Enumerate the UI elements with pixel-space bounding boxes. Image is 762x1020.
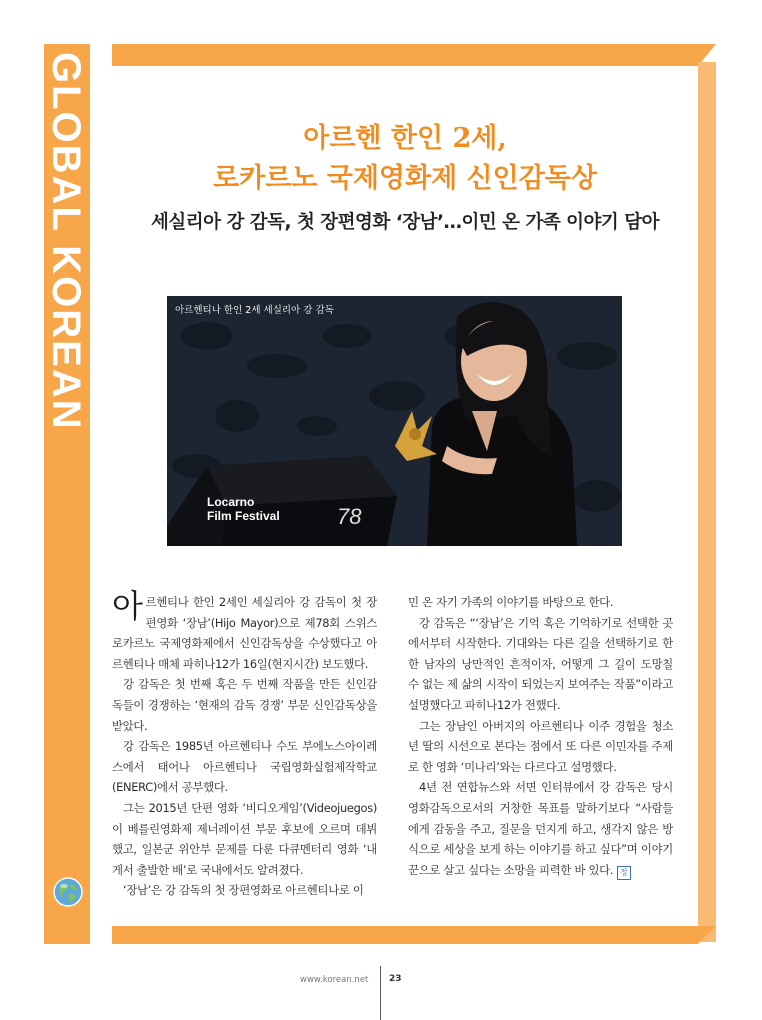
article-column-left: [112, 587, 377, 901]
photo-box-text-1: Locarno: [207, 495, 255, 509]
article-paragraph: 강 감독은 “‘장남’은 기억 혹은 기억하기로 선택한 곳에서부터 시작한다. 기대와는 다른 길을 선택하기로 한 한 남자의 낭만적인 흔적이자, 어떻게 그 길이 도망칠 수 없는 제 삶의 시작이 되었는지 보여주는 작품”이라고 설명했다고 파히나12가 전했다.: [408, 615, 673, 712]
page-number: 23: [389, 974, 402, 984]
article-paragraph: 그는 2015년 단편 영화 ‘비디오게임’(Videojuegos)이 베를린영화제 제너레이션 부문 후보에 오르며 데뷔했고, 일본군 위안부 문제를 다룬 다큐멘터리 영화 ‘내게서 출발한 배’로 국내에서도 알려졌다.: [112, 800, 377, 877]
article-paragraph: [408, 777, 673, 880]
section-label: GLOBAL KOREAN: [44, 52, 88, 431]
photo-caption: 아르헨티나 한인 2세 세실리아 강 감독: [175, 305, 334, 316]
headline-line-1: 아르헨 한인 2세,: [303, 123, 507, 154]
headline-line-2: 로카르노 국제영화제 신인감독상: [213, 163, 597, 194]
globe-icon: [52, 876, 84, 908]
article-paragraph: [112, 587, 377, 674]
frame-corner: [698, 926, 716, 944]
footer-divider: [380, 966, 381, 1020]
paragraph-text: 르헨티나 한인 2세인 세실리아 강 감독이 첫 장편영화 ‘장남’(Hijo Mayor)으로 제78회 스위스 로카르노 국제영화제에서 신인감독상을 수상했다고 아르헨티나 매체 파히나12가 16일(현지시간) 보도했다.: [112, 595, 377, 671]
article-paragraph: 민 온 자기 가족의 이야기를 바탕으로 한다.: [408, 595, 614, 609]
article-paragraph: 강 감독은 1985년 아르헨티나 수도 부에노스아이레스에서 태어나 아르헨티나 국립영화실험제작학교(ENERC)에서 공부했다.: [112, 739, 377, 795]
frame-bottom-bar: [112, 926, 698, 944]
photo-box-text-2: Film Festival: [207, 509, 280, 523]
headline-subtitle: 세실리아 강 감독, 첫 장편영화 ‘장남’…이민 온 가족 이야기 담아: [151, 212, 659, 233]
frame-top-bar: [112, 44, 698, 66]
article-paragraph: 강 감독은 첫 번째 혹은 두 번째 작품을 만든 신인감독들이 경쟁하는 ‘현재의 감독 경쟁’ 부문 신인감독상을 받았다.: [112, 677, 377, 733]
dropcap: 아: [112, 587, 143, 625]
paragraph-text: 4년 전 연합뉴스와 서면 인터뷰에서 강 감독은 당시 영화감독으로서의 거창한 목표를 말하기보다 “사람들에게 감동을 주고, 질문을 던지게 하고, 생각지 않은 방식으로 세상을 보게 하는 이야기를 하고 싶다”며 이야기꾼으로 살고 싶다는 소망을 피력한 바 있다.: [408, 780, 673, 877]
article-paragraph: ‘장남’은 강 감독의 첫 장편영화로 아르헨티나로 이: [123, 883, 364, 898]
photo-box-number: 78: [337, 504, 362, 529]
article-photo: [167, 296, 622, 546]
article-column-right: [408, 592, 673, 880]
frame-right-bar: [698, 62, 716, 942]
footer-url: www.korean.net: [300, 975, 369, 985]
article-paragraph: 그는 장남인 아버지의 아르헨티나 이주 경험을 청소년 딸의 시선으로 본다는 점에서 또 다른 이민자를 주제로 한 영화 ‘미나리’와는 다르다고 설명했다.: [408, 718, 673, 774]
end-mark-icon: 정: [617, 866, 631, 880]
